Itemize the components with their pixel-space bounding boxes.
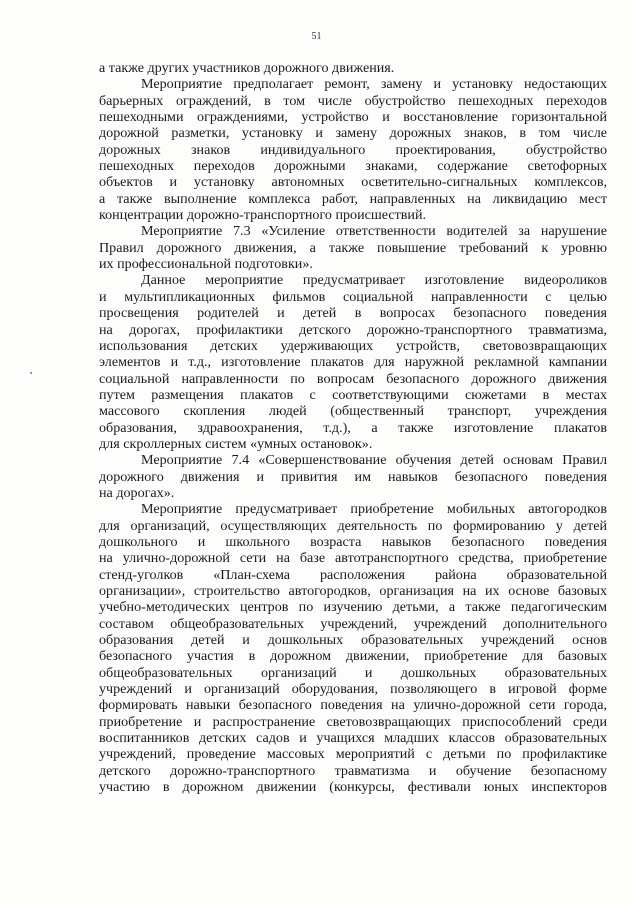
paragraph-p3 bbox=[99, 272, 607, 452]
text-line: пешеходными ограждениями, устройство и восстановление горизонтальной bbox=[99, 109, 607, 126]
paragraph-p1 bbox=[99, 76, 607, 223]
paragraph-p4 bbox=[99, 452, 607, 501]
text-line: организации», строительство автогородков, организация на их основе базовых bbox=[99, 583, 607, 599]
text-line: воспитанников детских садов и учащихся младших классов образовательных bbox=[99, 730, 607, 747]
text-line: на улично-дорожной сети на базе автотранспортного средства, приобретение bbox=[99, 550, 607, 567]
text-line: дорожной разметки, установку и замену дорожных знаков, в том числе bbox=[99, 125, 607, 142]
paragraph-p0 bbox=[99, 60, 607, 76]
text-line: Мероприятие предусматривает приобретение мобильных автогородков bbox=[141, 501, 607, 518]
text-line: учреждений и организаций оборудования, позволяющего в игровой форме bbox=[99, 681, 607, 698]
text-line: безопасного участия в дорожном движении, приобретение для базовых bbox=[99, 648, 607, 665]
text-line: Мероприятие 7.3 «Усиление ответственности водителей за нарушение bbox=[141, 223, 607, 240]
text-line: социальной направленности по вопросам безопасного дорожного движения bbox=[99, 370, 607, 387]
paragraph-p5 bbox=[99, 501, 607, 795]
text-line: для скроллерных систем «умных остановок». bbox=[99, 435, 373, 452]
text-line: учебно-методических центров по изучению детьми, а также педагогическим bbox=[99, 599, 607, 616]
text-line: составом общеобразовательных учреждений, учреждений дополнительного bbox=[99, 615, 607, 632]
text-line: образования детей и дошкольных образовательных учреждений основ bbox=[99, 632, 607, 649]
text-line: объектов и установку автономных осветительно-сигнальных комплексов, bbox=[99, 174, 607, 191]
text-line: учреждений, проведение массовых мероприятий с детьми по профилактике bbox=[99, 746, 607, 763]
text-line: формировать навыки безопасного поведения на улично-дорожной сети города, bbox=[99, 697, 607, 714]
text-line: пешеходных переходов дорожными знаками, содержание светофорных bbox=[99, 158, 607, 175]
text-line: приобретение и распространение световозвращающих приспособлений среди bbox=[99, 713, 607, 730]
text-line: Данное мероприятие предусматривает изготовление видеороликов bbox=[141, 272, 607, 289]
text-line: стенд-уголков «План-схема расположения района образовательной bbox=[99, 566, 607, 583]
text-line: дошкольного и школьного возраста навыков безопасного поведения bbox=[99, 533, 607, 550]
text-line: элементов и т.д., изготовление плакатов для наружной рекламной кампании bbox=[99, 354, 607, 371]
text-line: для организаций, осуществляющих деятельность по формированию у детей bbox=[99, 517, 607, 534]
page-number: 51 bbox=[311, 31, 322, 42]
text-line: на дорогах, профилактики детского дорожно-транспортного травматизма, bbox=[99, 321, 607, 338]
document-body bbox=[99, 60, 607, 795]
text-line: просвещения родителей и детей в вопросах безопасного поведения bbox=[99, 305, 607, 322]
text-line: а также выполнение комплекса работ, направленных на ликвидацию мест bbox=[99, 190, 607, 207]
text-line: их профессиональной подготовки». bbox=[99, 256, 313, 273]
text-line: и мультипликационных фильмов социальной направленности с целью bbox=[99, 288, 607, 305]
paragraph-p2 bbox=[99, 223, 607, 272]
text-line: дорожного движения и привития им навыков безопасного поведения bbox=[99, 468, 607, 485]
text-line: концентрации дорожно-транспортного происшествий. bbox=[99, 207, 427, 224]
text-line: Правил дорожного движения, а также повышение требований к уровню bbox=[99, 239, 607, 256]
text-line: общеобразовательных организаций и дошкольных образовательных bbox=[99, 664, 607, 681]
text-line: Мероприятие предполагает ремонт, замену и установку недостающих bbox=[141, 76, 607, 93]
scan-speck bbox=[30, 372, 32, 374]
text-line: образования, здравоохранения, т.д.), а также изготовление плакатов bbox=[99, 419, 607, 436]
text-line: массового скопления людей (общественный транспорт, учреждения bbox=[99, 403, 607, 420]
text-line: использования детских удерживающих устройств, световозвращающих bbox=[99, 337, 607, 354]
text-line: дорожных знаков индивидуального проектирования, обустройство bbox=[99, 141, 607, 158]
text-line: участию в дорожном движении (конкурсы, фестивали юных инспекторов bbox=[99, 779, 607, 796]
text-line: Мероприятие 7.4 «Совершенствование обучения детей основам Правил bbox=[141, 452, 607, 469]
text-line: путем размещения плакатов с соответствующими сюжетами в местах bbox=[99, 386, 607, 403]
text-line: на дорогах». bbox=[99, 484, 175, 501]
text-line: барьерных ограждений, в том числе обустройство пешеходных переходов bbox=[99, 92, 607, 109]
text-line: а также других участников дорожного движения. bbox=[99, 60, 395, 76]
text-line: детского дорожно-транспортного травматизма и обучение безопасному bbox=[99, 762, 607, 779]
